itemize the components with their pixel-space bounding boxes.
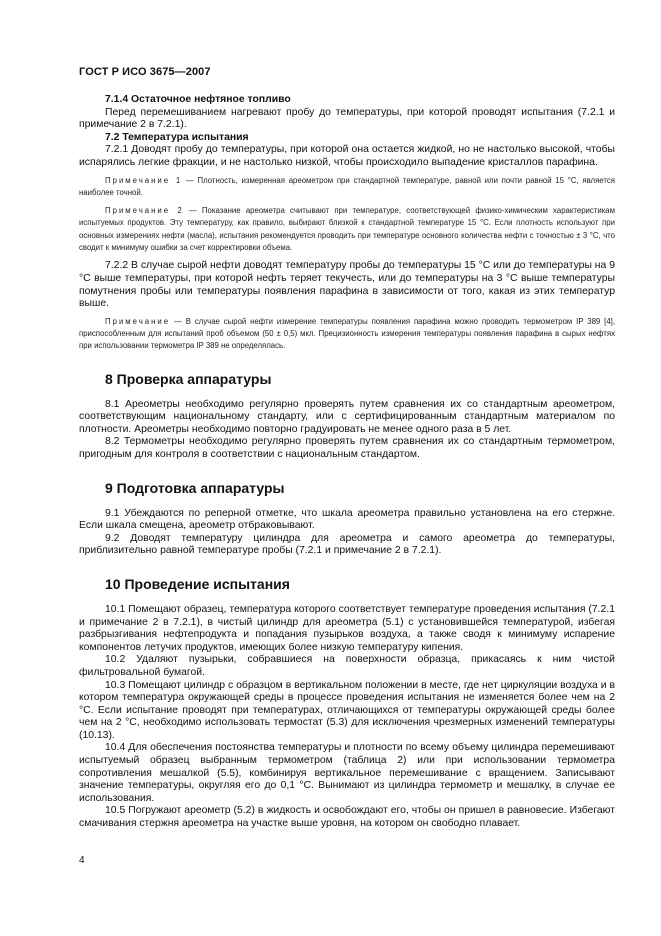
- note-2: [79, 205, 615, 254]
- section-7-1-4-text: Перед перемешиванием нагревают пробу до температуры, при которой проводят испытания (7.2.1 и примечание 2 в 7.2.1).: [79, 106, 615, 131]
- section-7-2-title: 7.2 Температура испытания: [105, 131, 249, 143]
- paragraph-10-4: 10.4 Для обеспечения постоянства температуры и плотности по всему объему цилиндра перемешивают испытуемый образец выбранным термометром (таблица 2) или при использовании термометра сопротивления мешалкой (5.5), комбинируя вертикальное перемешивание с вращением. Записывают значение температуры, округляя его до 0,1 °С. Вынимают из цилиндра термометр и мешалку, в случае ее использования.: [79, 742, 615, 804]
- section-9-title: 9 Подготовка аппаратуры: [105, 479, 285, 496]
- paragraph-10-2: 10.2 Удаляют пузырьки, собравшиеся на поверхности образца, прикасаясь к ним чистой фильтровальной бумагой.: [79, 654, 615, 678]
- paragraph-10-5: 10.5 Погружают ареометр (5.2) в жидкость и освобождают его, чтобы он пришел в равновесие. Избегают смачивания стержня ареометра на участке выше уровня, на котором он свободно плавает.: [79, 805, 615, 830]
- paragraph-8-2: 8.2 Термометры необходимо регулярно проверять путем сравнения их со стандартным термометром, пригодным для контроля в соответствии с национальным стандартом.: [79, 436, 615, 460]
- paragraph-7-2-1: 7.2.1 Доводят пробу до температуры, при которой она остается жидкой, но не настолько высокой, чтобы испарялись легкие фракции, и не настолько низкой, чтобы происходило выпадение кристаллов парафина.: [79, 144, 615, 168]
- section-10-title: 10 Проведение испытания: [105, 575, 290, 592]
- note-2-label: Примечание 2: [105, 206, 184, 216]
- paragraph-8-1: 8.1 Ареометры необходимо регулярно проверять путем сравнения их со стандартным ареометром, соответствующим национальному стандарту, или с сертифицированным стандартным материалом по плотности. Ареометры необходимо повторно градуировать не менее одного раза в 5 лет.: [79, 398, 615, 435]
- note-2-text: — Показание ареометра считывают при температуре, соответствующей физико-химическим характеристикам испытуемых продуктов. Эту температуру, как правило, выбирают близкой к стандартной температуре 15 °С. Если плотность используют при основных измерениях нефти (масла), испытания рекомендуется проводить при температуре основного количества нефти с точностью ± 3 °С, что сводит к минимуму ошибки за счет корректировки объема.: [79, 206, 615, 253]
- paragraph-9-2: 9.2 Доводят температуру цилиндра для ареометра и самого ареометра до температуры, приблизительно равной температуре пробы (7.2.1 и примечание 2 в 7.2.1).: [79, 532, 615, 557]
- page-number: 4: [79, 855, 85, 866]
- paragraph-10-3: 10.3 Помещают цилиндр с образцом в вертикальном положении в месте, где нет циркуляции воздуха и в котором температура окружающей среды в процессе проведения испытания не изменяется более чем на 2 °С. Если испытание проводят при температурах, отличающихся от температуры окружающей среды более чем на 2 °С, необходимо использовать термостат (5.3) для исключения чрезмерных изменений температуры (10.13).: [79, 679, 615, 741]
- note-3-label: Примечание: [105, 316, 171, 326]
- section-7-1-4-title: 7.1.4 Остаточное нефтяное топливо: [105, 94, 291, 105]
- document-body: [79, 94, 615, 831]
- paragraph-7-2-2: 7.2.2 В случае сырой нефти доводят температуру пробы до температуры 15 °С или до температуры на 9 °С выше температуры, при которой нефть теряет текучесть, или до температуры на 3 °С выше температуры помутнения пробы или температуры появления парафина в зависимости от того, какая из этих температур выше.: [79, 260, 615, 310]
- document-header: ГОСТ Р ИСО 3675—2007: [79, 66, 211, 78]
- note-1-label: Примечание 1: [105, 175, 183, 185]
- section-8-title: 8 Проверка аппаратуры: [105, 370, 272, 387]
- paragraph-10-1: 10.1 Помещают образец, температура которого соответствует температуре проведения испытания (7.2.1 и примечание 2 в 7.2.1), в чистый цилиндр для ареометра (5.1) с установившейся температурой, избегая разбрызгивания нефтепродукта и попадания пузырьков воздуха, а также сводя к минимуму испарение компонентов летучих продуктов, имеющих более низкую температуру кипения.: [79, 603, 615, 653]
- note-3: [79, 316, 615, 353]
- note-1-text: — Плотность, измеренная ареометром при стандартной температуре, равной или почти равной 15 °С, является наиболее точной.: [79, 175, 615, 197]
- note-1: [79, 175, 615, 200]
- paragraph-9-1: 9.1 Убеждаются по реперной отметке, что шкала ареометра правильно установлена на его стержне. Если шкала смещена, ареометр отбраковывают.: [79, 507, 615, 532]
- note-3-text: — В случае сырой нефти измерение температуры появления парафина можно проводить термометром IP 389 [4], приспособленным для испытаний проб объемом (50 ± 0,5) мкл. Прецизионность измерения температуры появления парафина в сырых нефтях при использовании термометра IP 389 не определялась.: [79, 316, 615, 351]
